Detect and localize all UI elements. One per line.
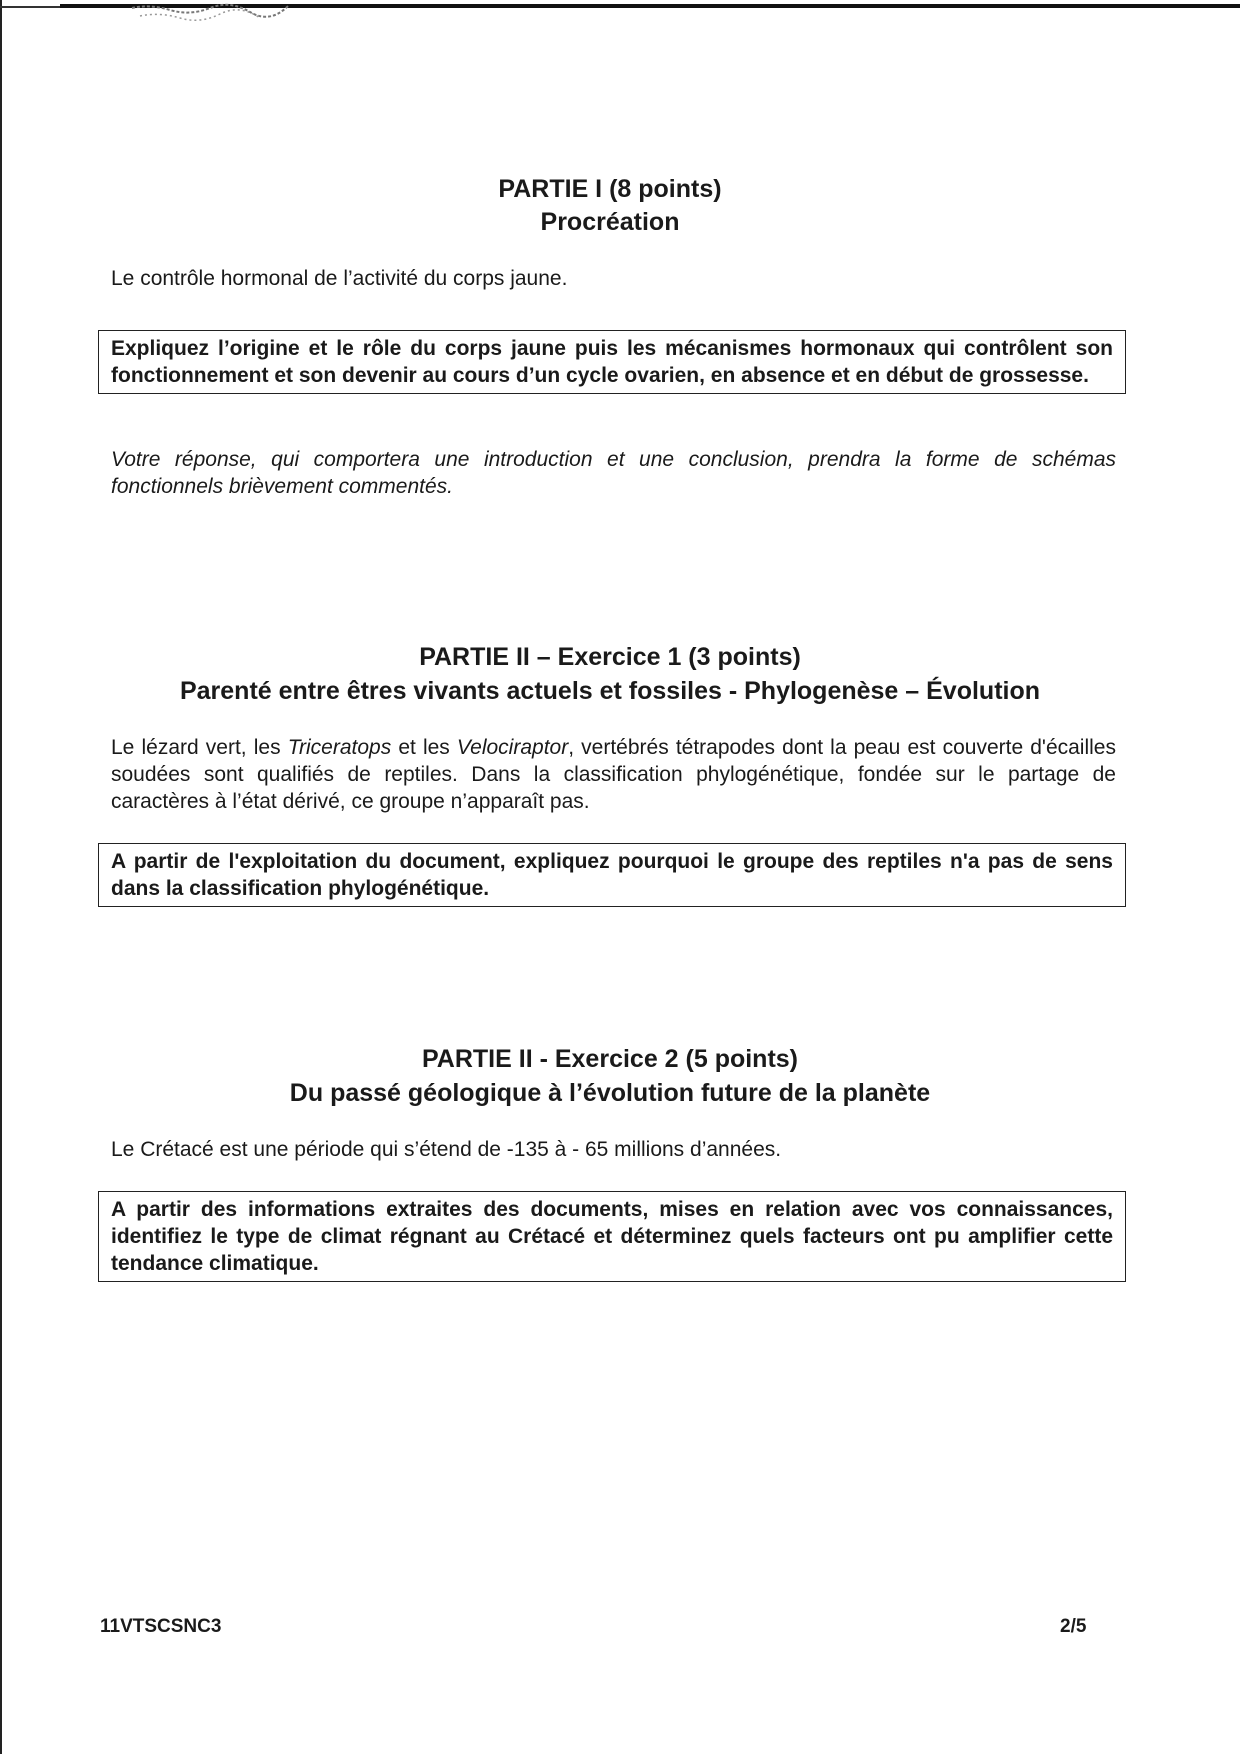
partie1-question-box [98, 330, 1126, 394]
partie2-ex1-intro [111, 734, 1116, 815]
intro-taxon-triceratops: Triceratops [287, 736, 392, 759]
intro-text-1: Le lézard vert, les [111, 736, 288, 759]
partie2-ex1-question: A partir de l'exploitation du document, expliquez pourquoi le groupe des reptiles n'a pas de sens dans la classification phylogénétique. [111, 850, 1113, 900]
partie2-ex2-heading: PARTIE II - Exercice 2 (5 points) [421, 1045, 799, 1073]
partie1-question: Expliquez l’origine et le rôle du corps jaune puis les mécanismes hormonaux qui contrôlent son fonctionnement et son devenir au cours d’un cycle ovarien, en absence et en début de grossesse. [111, 337, 1113, 387]
partie2-ex1-heading: PARTIE II – Exercice 1 (3 points) [419, 643, 801, 671]
partie2-ex1-question-box [98, 843, 1126, 907]
footer-page-number: 2/5 [1060, 1616, 1087, 1637]
partie1-intro: Le contrôle hormonal de l’activité du corps jaune. [111, 267, 568, 290]
partie1-subheading: Procréation [540, 208, 680, 236]
scan-top-line-left [0, 6, 60, 8]
partie1-instructions: Votre réponse, qui comportera une introduction et une conclusion, prendra la forme de schémas fonctionnels brièvement commentés. [111, 448, 1116, 498]
partie2-ex2-subheading: Du passé géologique à l’évolution future de la planète [289, 1079, 931, 1107]
partie2-ex2-question-box [98, 1191, 1126, 1282]
partie2-ex1-subheading: Parenté entre êtres vivants actuels et fossiles - Phylogenèse – Évolution [179, 677, 1041, 705]
intro-taxon-velociraptor: Velociraptor [456, 736, 569, 759]
partie2-ex2-intro: Le Crétacé est une période qui s’étend de -135 à - 65 millions d’années. [111, 1138, 782, 1161]
footer-document-code: 11VTSCSNC3 [100, 1616, 222, 1637]
intro-text-2: et les [391, 736, 457, 759]
scan-smudge [130, 2, 290, 26]
intro-text-3: , vertébrés tétrapodes dont la peau est couverte d'écailles soudées sont qualifiés de reptiles. Dans la classification phylogénétique, fondée sur le partage de caractères à l’état dérivé, ce groupe n’apparaît pas. [111, 736, 1116, 813]
scan-left-edge [0, 0, 2, 1754]
partie1-heading: PARTIE I (8 points) [498, 175, 722, 203]
partie2-ex2-question: A partir des informations extraites des documents, mises en relation avec vos connaissances, identifiez le type de climat régnant au Crétacé et déterminez quels facteurs ont pu amplifier cette tendance climatique. [111, 1198, 1113, 1275]
